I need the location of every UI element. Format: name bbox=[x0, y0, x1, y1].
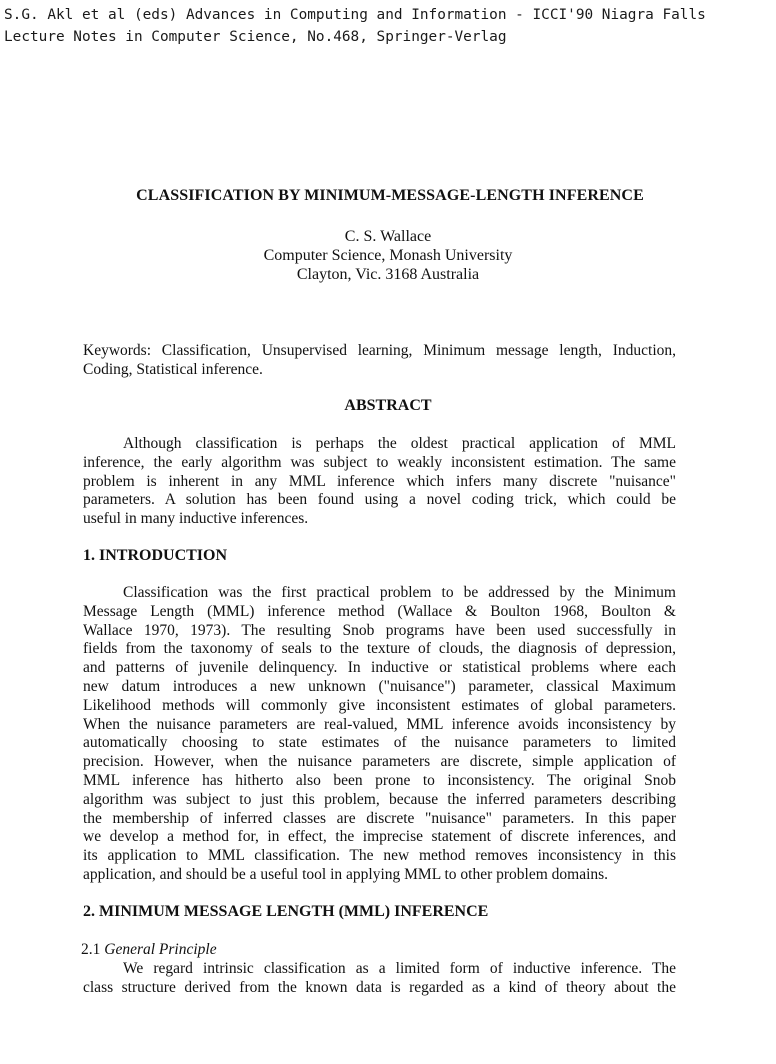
abstract-line: useful in many inductive inferences. bbox=[83, 510, 309, 528]
intro-line: Likelihood methods will commonly give inconsistent estimates of global parameters. bbox=[83, 696, 676, 714]
subsection-2-1-heading bbox=[81, 941, 217, 959]
author-name: C. S. Wallace bbox=[344, 228, 432, 245]
intro-line: Classification was the first practical problem to be addressed by the Minimum bbox=[123, 584, 676, 601]
intro-line: When the nuisance parameters are real-valued, MML inference avoids inconsistency by bbox=[83, 715, 676, 733]
intro-line: application, and should be a useful tool in applying MML to other problem domains. bbox=[83, 865, 609, 883]
subsection-title: General Principle bbox=[104, 941, 217, 958]
abstract-line: inference, the early algorithm was subject to weakly inconsistent estimation. The same bbox=[83, 453, 676, 471]
intro-line: algorithm was subject to just this problem, because the inferred parameters describing bbox=[83, 790, 676, 808]
principle-line: class structure derived from the known data is regarded as a kind of theory about the bbox=[83, 978, 676, 996]
running-header-line-1: S.G. Akl et al (eds) Advances in Computing and Information - ICCI'90 Niagra Falls bbox=[4, 7, 706, 23]
intro-line: we develop a method for, in effect, the imprecise statement of discrete inferences, and bbox=[83, 828, 676, 846]
intro-line: MML inference has hitherto also been prone to inconsistency. The original Snob bbox=[83, 771, 676, 789]
abstract-line: Although classification is perhaps the oldest practical application of MML bbox=[123, 435, 676, 452]
abstract-line: parameters. A solution has been found using a novel coding trick, which could be bbox=[83, 491, 676, 509]
intro-line: precision. However, when the nuisance parameters are discrete, simple application of bbox=[83, 753, 676, 771]
intro-line: automatically choosing to state estimates of the nuisance parameters to limited bbox=[83, 734, 676, 752]
intro-line: Message Length (MML) inference method (Wallace & Boulton 1968, Boulton & bbox=[83, 602, 676, 620]
section-1-heading: 1. INTRODUCTION bbox=[83, 547, 228, 564]
author-address: Clayton, Vic. 3168 Australia bbox=[296, 266, 480, 283]
subsection-number: 2.1 bbox=[81, 941, 101, 958]
section-1-body bbox=[83, 584, 676, 885]
intro-line: and patterns of juvenile delinquency. In inductive or statistical problems where each bbox=[83, 659, 676, 677]
author-affiliation: Computer Science, Monash University bbox=[263, 247, 513, 264]
principle-line: We regard intrinsic classification as a limited form of inductive inference. The bbox=[123, 960, 676, 977]
abstract-body bbox=[83, 435, 676, 529]
keywords-line-2: Coding, Statistical inference. bbox=[83, 360, 263, 378]
keywords bbox=[83, 342, 676, 380]
intro-line: new datum introduces a new unknown ("nuisance") parameter, classical Maximum bbox=[83, 677, 676, 695]
intro-line: its application to MML classification. The new method removes inconsistency in this bbox=[83, 847, 676, 865]
intro-line: Wallace 1970, 1973). The resulting Snob programs have been used successfully in bbox=[83, 621, 676, 639]
running-header-line-2: Lecture Notes in Computer Science, No.468, Springer-Verlag bbox=[4, 29, 507, 45]
section-2-heading: 2. MINIMUM MESSAGE LENGTH (MML) INFERENCE bbox=[83, 903, 489, 920]
abstract-line: problem is inherent in any MML inference which infers many discrete "nuisance" bbox=[83, 472, 676, 490]
intro-line: the membership of inferred classes are discrete "nuisance" parameters. In this paper bbox=[83, 809, 676, 827]
intro-line: fields from the taxonomy of seals to the texture of clouds, the diagnosis of depression, bbox=[83, 640, 676, 658]
keywords-line-1: Keywords: Classification, Unsupervised learning, Minimum message length, Induction, bbox=[83, 342, 676, 359]
paper-title: CLASSIFICATION BY MINIMUM-MESSAGE-LENGTH INFERENCE bbox=[136, 187, 644, 204]
section-2-body bbox=[83, 960, 676, 998]
abstract-heading: ABSTRACT bbox=[344, 397, 432, 414]
